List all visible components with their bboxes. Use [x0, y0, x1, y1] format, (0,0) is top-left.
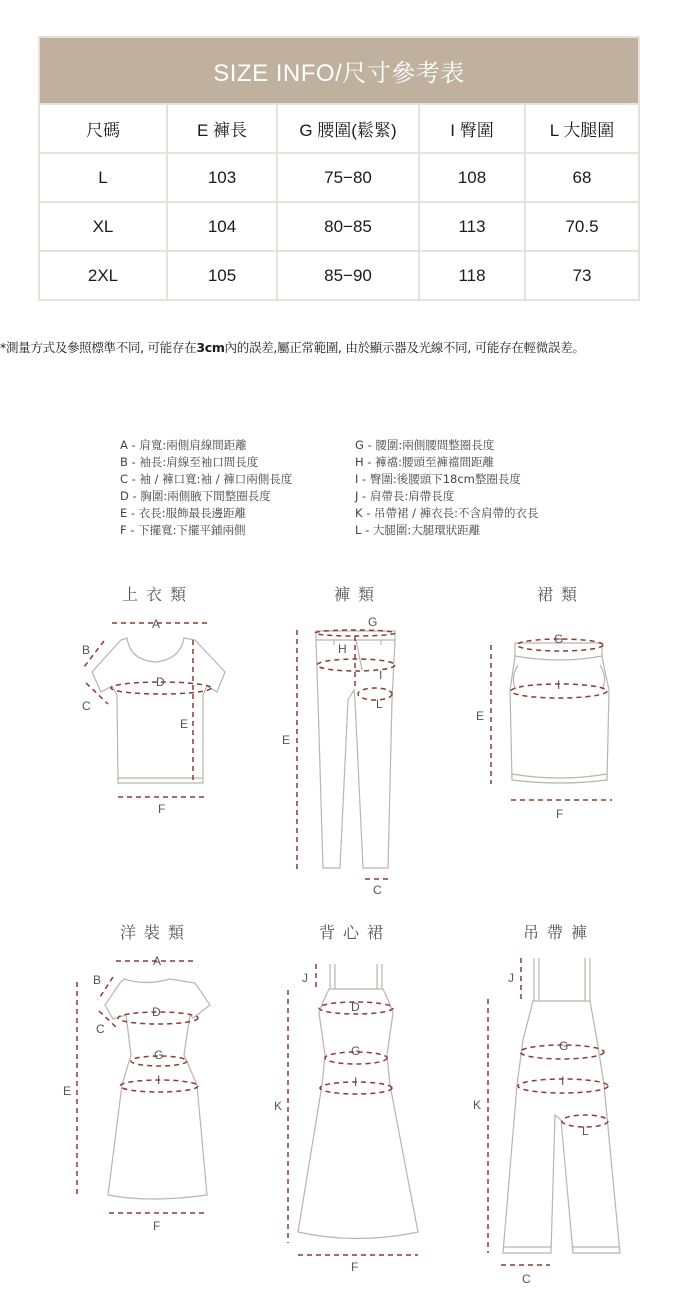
- cell-length: 105: [166, 252, 276, 299]
- header-hip: I 臀圍: [418, 105, 524, 152]
- svg-text:E: E: [282, 733, 291, 747]
- legend-item: D - 胸圍:兩側腋下間整圈長度: [120, 489, 271, 503]
- cell-length: 104: [166, 203, 276, 250]
- svg-text:I: I: [561, 1074, 565, 1088]
- header-thigh: L 大腿圍: [524, 105, 638, 152]
- legend-item: I - 臀圍:後腰頭下18cm整圈長度: [355, 472, 521, 486]
- cell-waist: 75−80: [276, 154, 418, 201]
- legend-item: A - 肩寬:兩側肩線間距離: [120, 438, 247, 452]
- legend-item: G - 腰圍:兩側腰間整圈長度: [355, 438, 495, 452]
- svg-text:E: E: [476, 709, 485, 723]
- cell-hip: 108: [418, 154, 524, 201]
- diagram-title-slip-dress: 背心裙: [319, 923, 392, 942]
- svg-text:G: G: [154, 1048, 164, 1062]
- svg-text:L: L: [582, 1124, 589, 1138]
- cell-thigh: 73: [524, 252, 638, 299]
- svg-text:E: E: [63, 1084, 72, 1098]
- svg-text:I: I: [354, 1075, 358, 1089]
- svg-text:G: G: [554, 632, 564, 646]
- diagram-title-top: 上衣類: [122, 585, 195, 604]
- header-length: E 褲長: [166, 105, 276, 152]
- cell-thigh: 68: [524, 154, 638, 201]
- svg-text:A: A: [152, 617, 161, 631]
- legend-item: F - 下擺寬:下擺平鋪兩側: [120, 523, 246, 537]
- diagram-title-pants: 褲類: [334, 585, 383, 604]
- svg-text:D: D: [351, 1000, 360, 1014]
- cell-thigh: 70.5: [524, 203, 638, 250]
- svg-text:C: C: [522, 1272, 531, 1286]
- svg-text:E: E: [180, 717, 189, 731]
- note-highlight: 3cm: [196, 340, 225, 355]
- svg-text:F: F: [351, 1260, 359, 1274]
- legend-item: H - 褲襠:腰頭至褲襠間距離: [355, 455, 494, 469]
- svg-text:F: F: [158, 802, 166, 816]
- note-suffix: 內的誤差,屬正常範圍, 由於顯示器及光線不同, 可能存在輕微誤差。: [224, 340, 585, 355]
- legend-item: C - 袖 / 褲口寬:袖 / 褲口兩側長度: [120, 472, 293, 486]
- legend-item: B - 袖長:肩線至袖口間長度: [120, 455, 259, 469]
- svg-text:I: I: [157, 1073, 161, 1087]
- cell-hip: 113: [418, 203, 524, 250]
- header-waist: G 腰圍(鬆緊): [276, 105, 418, 152]
- note-prefix: *測量方式及參照標準不同, 可能存在: [0, 340, 197, 355]
- svg-text:D: D: [156, 675, 165, 689]
- diagram-title-skirt: 裙類: [537, 585, 586, 604]
- svg-text:C: C: [373, 883, 382, 897]
- svg-text:J: J: [508, 971, 514, 985]
- cell-waist: 85−90: [276, 252, 418, 299]
- svg-text:J: J: [302, 971, 308, 985]
- svg-text:F: F: [556, 807, 564, 821]
- svg-text:L: L: [376, 697, 383, 711]
- cell-length: 103: [166, 154, 276, 201]
- svg-text:K: K: [473, 1098, 482, 1112]
- svg-text:G: G: [368, 615, 378, 629]
- svg-text:I: I: [379, 668, 383, 682]
- svg-text:B: B: [93, 973, 102, 987]
- cell-hip: 118: [418, 252, 524, 299]
- cell-size: L: [98, 167, 108, 187]
- svg-text:D: D: [152, 1005, 161, 1019]
- svg-text:B: B: [82, 643, 91, 657]
- svg-text:K: K: [274, 1099, 283, 1113]
- cell-size: XL: [92, 216, 114, 236]
- diagram-title-overalls: 吊帶褲: [523, 923, 596, 942]
- table-title: SIZE INFO/尺寸參考表: [40, 38, 638, 103]
- svg-text:F: F: [153, 1219, 161, 1233]
- svg-text:G: G: [351, 1044, 361, 1058]
- svg-text:G: G: [559, 1039, 569, 1053]
- header-size: 尺碼: [86, 121, 120, 140]
- svg-text:I: I: [557, 678, 561, 692]
- legend-item: K - 吊帶裙 / 褲衣長:不含肩帶的衣長: [355, 506, 539, 520]
- diagram-title-dress: 洋裝類: [120, 923, 193, 942]
- svg-text:C: C: [96, 1022, 105, 1036]
- cell-waist: 80−85: [276, 203, 418, 250]
- cell-size: 2XL: [87, 265, 119, 285]
- svg-text:H: H: [338, 642, 347, 656]
- legend-item: J - 肩帶長:肩帶長度: [355, 489, 455, 503]
- legend-item: L - 大腿圍:大腿環狀距離: [355, 523, 481, 537]
- legend-item: E - 衣長:服飾最長邊距離: [120, 506, 247, 520]
- svg-text:A: A: [153, 954, 162, 968]
- svg-text:C: C: [82, 699, 91, 713]
